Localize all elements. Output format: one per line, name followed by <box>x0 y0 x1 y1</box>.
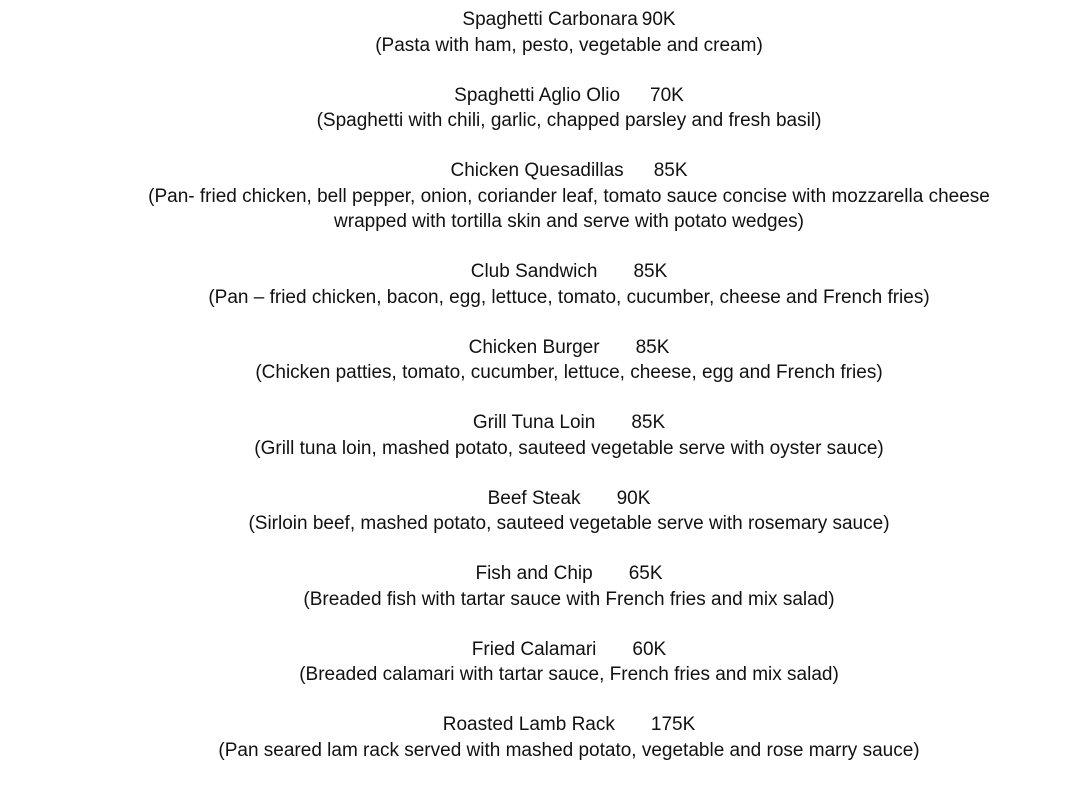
menu-item-description-line: wrapped with tortilla skin and serve with potato wedges) <box>334 211 804 232</box>
menu-item <box>0 83 1080 134</box>
menu-item-name: Spaghetti Aglio Olio <box>454 84 621 106</box>
menu-item-description: (Grill tuna loin, mashed potato, sauteed vegetable serve with oyster sauce) <box>254 437 884 459</box>
menu-item-name: Fish and Chip <box>475 563 593 584</box>
menu-item-description: (Pan seared lam rack served with mashed potato, vegetable and rose marry sauce) <box>218 739 920 761</box>
menu-item-name: Fried Calamari <box>471 638 597 660</box>
menu-item-heading <box>0 335 1080 361</box>
menu-item-heading <box>0 561 1080 587</box>
menu-item-price: 90K <box>641 9 676 30</box>
menu-item-price: 85K <box>653 160 688 181</box>
menu-item-name: Beef Steak <box>487 487 581 509</box>
menu-item <box>0 410 1080 461</box>
menu-item-description: (Breaded fish with tartar sauce with French fries and mix salad) <box>303 588 835 610</box>
menu-item-description: (Spaghetti with chili, garlic, chapped parsley and fresh basil) <box>316 110 822 131</box>
menu-item <box>0 637 1080 688</box>
menu-item-price: 85K <box>631 412 666 433</box>
menu-item-price: 90K <box>616 487 651 509</box>
menu-item <box>0 561 1080 612</box>
menu-item-price: 70K <box>650 84 684 106</box>
menu-item-name: Club Sandwich <box>470 261 598 282</box>
menu-item-heading <box>0 158 1080 184</box>
menu-item-description: (Sirloin beef, mashed potato, sauteed vegetable serve with rosemary sauce) <box>248 513 890 534</box>
menu-item-name: Chicken Quesadillas <box>450 160 624 181</box>
menu-item-price: 175K <box>650 714 696 735</box>
menu-item-heading <box>0 259 1080 285</box>
menu-item-description: (Pasta with ham, pesto, vegetable and cream) <box>375 34 763 56</box>
menu-item-heading <box>0 712 1080 738</box>
menu-item-description: (Pan – fried chicken, bacon, egg, lettuce, tomato, cucumber, cheese and French fries) <box>208 286 930 308</box>
menu-item-description: (Breaded calamari with tartar sauce, French fries and mix salad) <box>299 664 839 685</box>
menu-item <box>0 7 1080 58</box>
menu-item-description: (Chicken patties, tomato, cucumber, lettuce, cheese, egg and French fries) <box>255 362 883 383</box>
menu-item-name: Spaghetti Carbonara <box>462 9 638 30</box>
menu-item <box>0 259 1080 310</box>
menu-item-price: 85K <box>635 336 670 358</box>
menu-item-heading <box>0 83 1080 109</box>
menu-item <box>0 486 1080 537</box>
menu-item-name: Grill Tuna Loin <box>472 412 596 433</box>
menu-item <box>0 158 1080 235</box>
menu-item-name: Roasted Lamb Rack <box>442 714 615 735</box>
menu-item-heading <box>0 637 1080 663</box>
menu-item-price: 85K <box>633 261 668 282</box>
menu-item-heading <box>0 410 1080 436</box>
menu-item <box>0 335 1080 386</box>
menu-item-name: Chicken Burger <box>468 336 600 358</box>
menu-item-price: 60K <box>632 638 667 660</box>
menu-list <box>0 7 1080 788</box>
menu-item <box>0 712 1080 763</box>
menu-item-heading <box>0 486 1080 512</box>
menu-item-heading <box>0 7 1080 33</box>
menu-item-description-line: (Pan- fried chicken, bell pepper, onion, coriander leaf, tomato sauce concise with mozzarella cheese <box>148 185 990 207</box>
menu-item-price: 65K <box>628 563 663 584</box>
